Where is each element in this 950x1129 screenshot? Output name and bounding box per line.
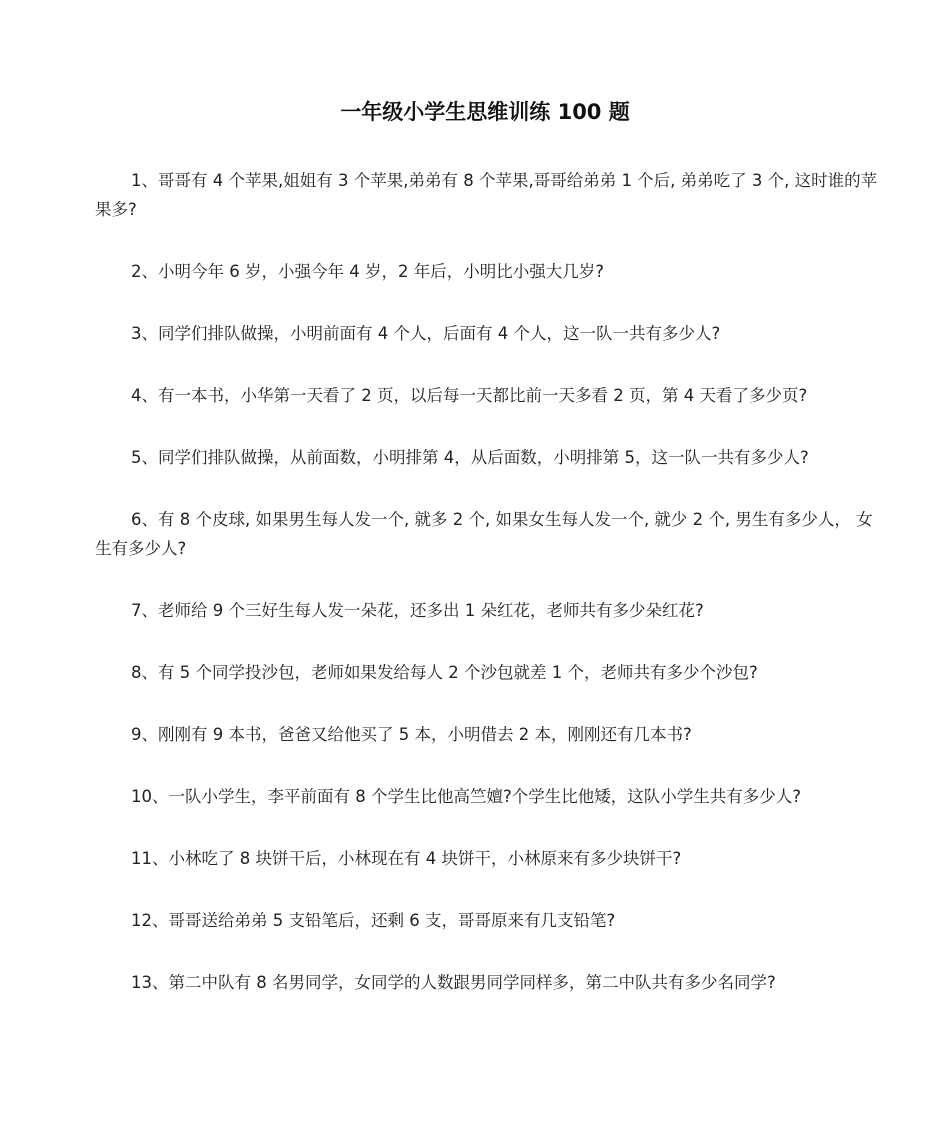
question-item: 11、小林吃了 8 块饼干后，小林现在有 4 块饼干，小林原来有多少块饼干? <box>131 849 682 868</box>
question-item: 3、同学们排队做操，小明前面有 4 个人，后面有 4 个人，这一队一共有多少人? <box>131 324 721 343</box>
question-item: 4、有一本书，小华第一天看了 2 页，以后每一天都比前一天多看 2 页，第 4 天看了多少页? <box>131 386 808 405</box>
question-item: 6、有 8 个皮球, 如果男生每人发一个, 就多 2 个, 如果女生每人发一个, 就少 2 个, 男生有多少人， 女生有多少人? <box>95 510 873 558</box>
question-item: 9、刚刚有 9 本书，爸爸又给他买了 5 本，小明借去 2 本，刚刚还有几本书? <box>131 725 692 744</box>
document-title: 一年级小学生思维训练 100 题 <box>340 100 630 124</box>
question-item: 10、一队小学生，李平前面有 8 个学生比他高竺嬗?个学生比他矮，这队小学生共有多少人? <box>131 787 801 806</box>
question-item: 5、同学们排队做操，从前面数，小明排第 4，从后面数，小明排第 5，这一队一共有多少人? <box>131 448 809 467</box>
question-item: 7、老师给 9 个三好生每人发一朵花，还多出 1 朵红花，老师共有多少朵红花? <box>131 601 704 620</box>
question-item: 8、有 5 个同学投沙包，老师如果发给每人 2 个沙包就差 1 个，老师共有多少个沙包? <box>131 663 758 682</box>
question-item: 2、小明今年 6 岁，小强今年 4 岁，2 年后，小明比小强大几岁? <box>131 262 604 281</box>
question-item: 1、哥哥有 4 个苹果,姐姐有 3 个苹果,弟弟有 8 个苹果,哥哥给弟弟 1 个后, 弟弟吃了 3 个, 这时谁的苹果多? <box>95 171 878 219</box>
question-list <box>95 166 880 997</box>
question-item: 13、第二中队有 8 名男同学，女同学的人数跟男同学同样多，第二中队共有多少名同学? <box>131 973 776 992</box>
question-item: 12、哥哥送给弟弟 5 支铅笔后，还剩 6 支，哥哥原来有几支铅笔? <box>131 911 616 930</box>
